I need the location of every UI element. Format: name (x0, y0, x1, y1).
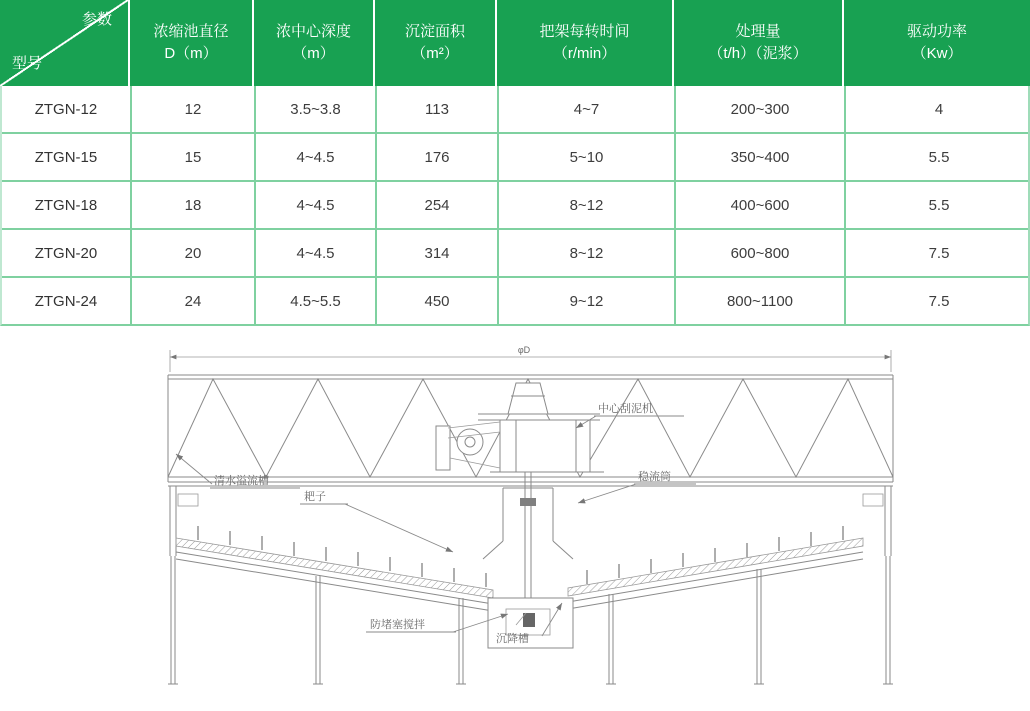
value-cell: 8~12 (497, 230, 674, 276)
value-cell: 24 (130, 278, 254, 324)
value-cell: 4~4.5 (254, 230, 375, 276)
value-cell: 12 (130, 86, 254, 132)
header-cell-rotation: 把架每转时间 （r/min） (495, 0, 672, 86)
table-row (2, 132, 1028, 180)
model-cell: ZTGN-15 (34, 148, 98, 166)
label-anti-clog-agitator: 防堵塞搅拌 (370, 619, 425, 631)
rake-tines (198, 526, 843, 587)
value-cell: 600~800 (674, 230, 844, 276)
value-cell: 800~1100 (674, 278, 844, 324)
value-cell: 113 (375, 86, 497, 132)
agitator (523, 613, 535, 627)
model-cell: ZTGN-12 (34, 100, 98, 118)
value-cell: 5.5 (844, 134, 1030, 180)
dimension-label: φD (517, 345, 531, 355)
value-cell: 20 (130, 230, 254, 276)
spec-table (0, 0, 1030, 326)
model-cell: ZTGN-24 (34, 292, 98, 310)
header-cell-area: 沉淀面积 （m²） (373, 0, 495, 86)
value-cell: 350~400 (674, 134, 844, 180)
value-cell: 7.5 (844, 278, 1030, 324)
value-cell: 5.5 (844, 182, 1030, 228)
dimension-line (170, 345, 891, 372)
value-cell: 4.5~5.5 (254, 278, 375, 324)
value-cell: 7.5 (844, 230, 1030, 276)
label-overflow-trough: 清水溢流槽 (214, 475, 269, 487)
value-cell: 400~600 (674, 182, 844, 228)
model-cell: ZTGN-18 (34, 196, 98, 214)
model-cell: ZTGN-20 (34, 244, 98, 262)
header-cell-depth: 浓中心深度 （m） (252, 0, 373, 86)
drive-pulley (457, 429, 483, 455)
center-drive-unit (436, 383, 604, 472)
overflow-notch-left (178, 494, 198, 506)
value-cell: 254 (375, 182, 497, 228)
value-cell: 3.5~3.8 (254, 86, 375, 132)
table-row (2, 276, 1028, 324)
value-cell: 4 (844, 86, 1030, 132)
label-center-scraper: 中心刮泥机 (598, 403, 653, 415)
table-header-row (0, 0, 1030, 86)
value-cell: 18 (130, 182, 254, 228)
header-cell-power: 驱动功率 （Kw） (842, 0, 1030, 86)
header-cell-corner (0, 0, 128, 86)
corner-label-params: 参数 (81, 11, 112, 28)
overflow-notch-right (863, 494, 883, 506)
header-cell-diameter: 浓缩池直径 D（m） (128, 0, 252, 86)
thickener-diagram (148, 326, 920, 698)
header-cell-capacity: 处理量 （t/h）（泥浆） (672, 0, 842, 86)
label-feed-well: 稳流筒 (638, 471, 671, 483)
value-cell: 314 (375, 230, 497, 276)
value-cell: 9~12 (497, 278, 674, 324)
corner-label-model: 型号 (12, 55, 43, 73)
label-settling-tank: 沉降槽 (496, 633, 529, 645)
value-cell: 8~12 (497, 182, 674, 228)
table-row (2, 228, 1028, 276)
value-cell: 4~7 (497, 86, 674, 132)
table-body (0, 86, 1030, 326)
value-cell: 450 (375, 278, 497, 324)
value-cell: 4~4.5 (254, 182, 375, 228)
value-cell: 15 (130, 134, 254, 180)
value-cell: 4~4.5 (254, 134, 375, 180)
value-cell: 5~10 (497, 134, 674, 180)
motor-bracket (436, 426, 450, 470)
label-rake: 耙子 (304, 491, 326, 503)
value-cell: 200~300 (674, 86, 844, 132)
value-cell: 176 (375, 134, 497, 180)
table-row (2, 86, 1028, 132)
table-row (2, 180, 1028, 228)
